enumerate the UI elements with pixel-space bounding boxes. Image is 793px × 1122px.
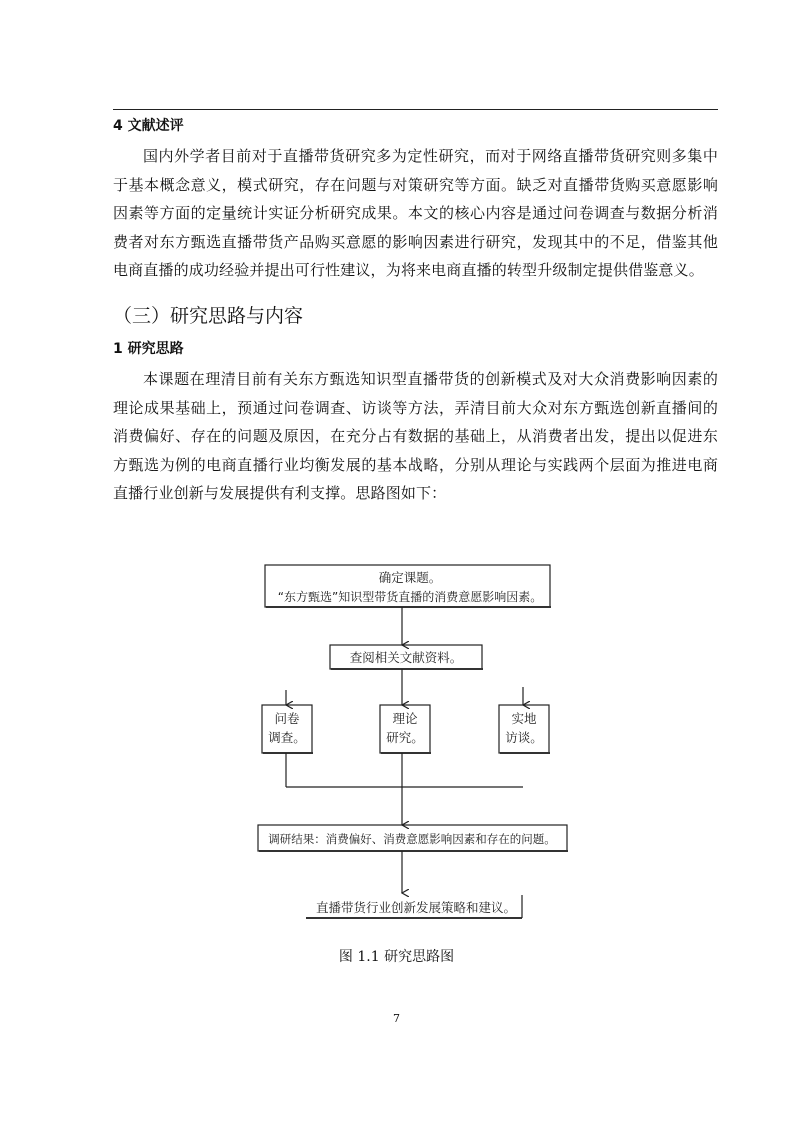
literature-box	[330, 645, 483, 669]
survey-box-line2: 调查。	[268, 730, 306, 745]
interview-box-line2: 访谈。	[505, 730, 543, 745]
result-box	[258, 825, 568, 851]
interview-box	[499, 705, 550, 753]
section-1-heading: 1 研究思路	[113, 340, 184, 357]
survey-box-line1: 问卷	[274, 711, 300, 726]
theory-box	[380, 705, 431, 753]
strategy-box	[306, 895, 522, 918]
strategy-box-label: 直播带货行业创新发展策略和建议。	[315, 900, 517, 915]
section-4-heading: 4 文献述评	[113, 118, 184, 134]
theory-box-line1: 理论	[392, 711, 418, 726]
figure-caption: 图 1.1 研究思路图	[338, 949, 455, 965]
result-box-label: 调研结果：消费偏好、消费意愿影响因素和存在的问题。	[268, 832, 556, 846]
page-number: 7	[393, 1012, 400, 1025]
survey-box	[262, 705, 313, 753]
topic-box-line2: “东方甄选”知识型带货直播的消费意愿影响因素。	[277, 590, 543, 604]
topic-box	[265, 565, 551, 607]
section-1-paragraph: 本课题在理清目前有关东方甄选知识型直播带货的创新模式及对大众消费影响因素的理论成果基础上，预通过问卷调查、访谈等方法，弄清目前大众对东方甄选创新直播间的消费偏好、存在的问题及原因，在充分占有数据的基础上，从消费者出发，提出以促进东方甄选为例的电商直播行业均衡发展的基本战略，分别从理论与实践两个层面为推进电商直播行业创新与发展提供有利支撑。思路图如下：	[113, 369, 718, 503]
theory-box-line2: 研究。	[386, 730, 424, 745]
section-4-paragraph: 国内外学者目前对于直播带货研究多为定性研究，而对于网络直播带货研究则多集中于基本概念意义，模式研究，存在问题与对策研究等方面。缺乏对直播带货购买意愿影响因素等方面的定量统计实证分析研究成果。本文的核心内容是通过问卷调查与数据分析消费者对东方甄选直播带货产品购买意愿的影响因素进行研究，发现其中的不足，借鉴其他电商直播的成功经验并提出可行性建议，为将来电商直播的转型升级制定提供借鉴意义。	[113, 147, 718, 280]
literature-box-label: 查阅相关文献资料。	[349, 650, 463, 665]
interview-box-line1: 实地	[511, 711, 537, 726]
chapter-heading: （三）研究思路与内容	[113, 304, 304, 327]
topic-box-line1: 确定课题。	[378, 570, 442, 585]
